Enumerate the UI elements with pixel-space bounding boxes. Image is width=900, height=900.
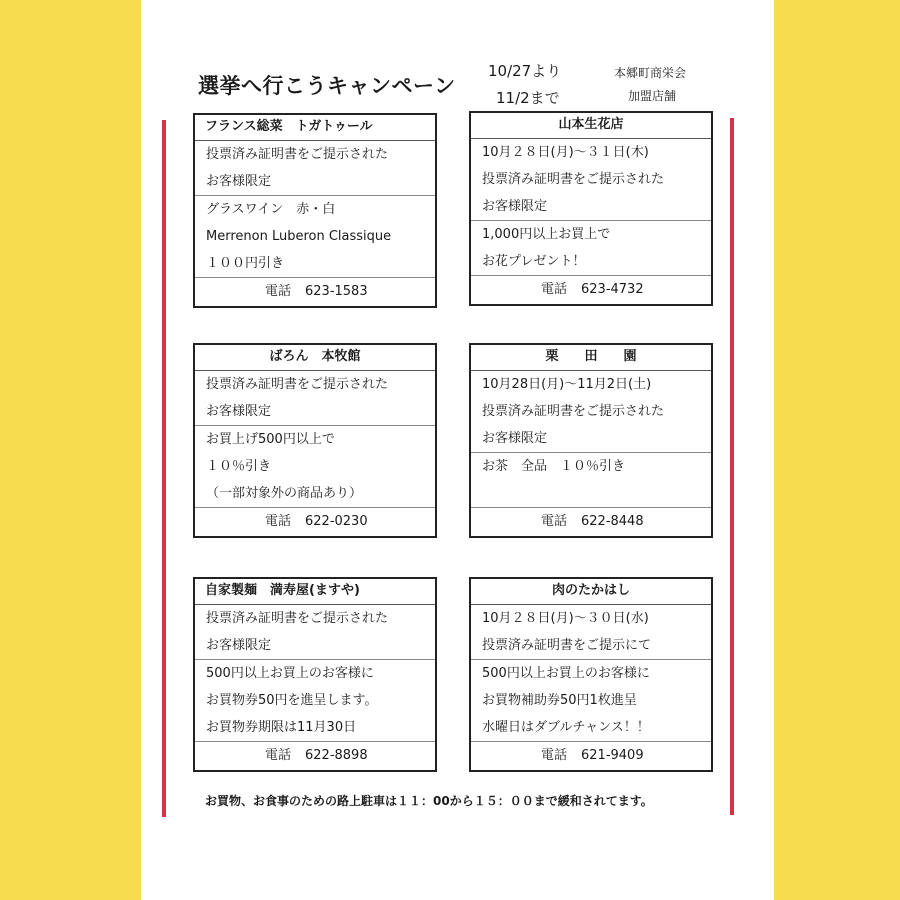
phone-label: 電話 [541, 748, 568, 763]
left-accent-line [162, 120, 166, 817]
offer-line-blank [471, 480, 711, 507]
offer-line: 投票済み証明書をご提示にて [482, 638, 652, 653]
offer-line: お客様限定 [482, 431, 548, 446]
campaign-period [488, 58, 561, 112]
campaign-title: 選挙へ行こうキャンペーン [198, 74, 456, 98]
parking-notice: お買物、お食事のための路上駐車は１１：00から１５：００まで緩和されてます。 [205, 794, 653, 808]
offer-line: １０％引き [206, 459, 272, 474]
offer-line: 500円以上お買上のお客様に [206, 666, 374, 681]
offer-conditions [195, 141, 435, 196]
offer-line: １００円引き [206, 256, 285, 271]
offer-line: お買物券50円を進呈します。 [206, 693, 378, 708]
offer-line: 1,000円以上お買上で [482, 227, 611, 242]
offer-conditions [195, 605, 435, 660]
offer-line: お客様限定 [206, 404, 272, 419]
shop-card-masuya [193, 577, 437, 772]
phone-number: 622-8898 [305, 748, 368, 763]
phone-label: 電話 [541, 282, 568, 297]
shop-name: 山本生花店 [471, 113, 711, 139]
offer-line: 投票済み証明書をご提示された [206, 147, 389, 162]
offer-line: 10月２８日(月)～３１日(木) [482, 145, 649, 160]
period-from: 10/27より [488, 62, 562, 80]
offer-line: お花プレゼント！ [482, 254, 586, 269]
offer-details [471, 453, 711, 508]
shop-phone [471, 742, 711, 770]
offer-line: 500円以上お買上のお客様に [482, 666, 650, 681]
offer-line: 10月２８日(月)～３０日(水) [482, 611, 649, 626]
offer-line: お買物券期限は11月30日 [206, 720, 357, 735]
phone-number: 623-1583 [305, 284, 368, 299]
period-to: 11/2まで [496, 89, 560, 107]
offer-line: お客様限定 [206, 174, 272, 189]
phone-number: 621-9409 [581, 748, 644, 763]
shop-phone [195, 508, 435, 536]
phone-number: 623-4732 [581, 282, 644, 297]
offer-line: グラスワイン 赤・白 [206, 202, 336, 217]
offer-details [195, 196, 435, 278]
offer-line: お買上げ500円以上で [206, 432, 335, 447]
shop-card-baron-honmokukan [193, 343, 437, 538]
shop-name: ばろん 本牧館 [195, 345, 435, 371]
phone-number: 622-8448 [581, 514, 644, 529]
offer-line: 10月28日(月)～11月2日(土) [482, 377, 652, 392]
offer-line: 投票済み証明書をご提示された [482, 172, 665, 187]
phone-label: 電話 [541, 514, 568, 529]
right-accent-line [730, 118, 734, 815]
offer-details [195, 426, 435, 508]
offer-details [471, 660, 711, 742]
offer-line: 投票済み証明書をご提示された [206, 611, 389, 626]
offer-line: お買物補助券50円1枚進呈 [482, 693, 637, 708]
shop-phone [471, 508, 711, 536]
shop-card-niku-no-takahashi [469, 577, 713, 772]
shop-card-yamamoto-florist [469, 111, 713, 306]
shop-phone [471, 276, 711, 304]
phone-label: 電話 [265, 514, 292, 529]
offer-line: お茶 全品 １０％引き [482, 459, 626, 474]
offer-line: 投票済み証明書をご提示された [482, 404, 665, 419]
phone-label: 電話 [265, 284, 292, 299]
offer-line: （一部対象外の商品あり） [206, 486, 363, 501]
shop-name: 自家製麺 満寿屋(ますや) [195, 579, 435, 605]
shop-phone [195, 742, 435, 770]
phone-number: 622-0230 [305, 514, 368, 529]
offer-line: お客様限定 [206, 638, 272, 653]
offer-conditions [195, 371, 435, 426]
offer-line: 投票済み証明書をご提示された [206, 377, 389, 392]
offer-details [195, 660, 435, 742]
shop-name: 栗 田 園 [471, 345, 711, 371]
offer-details [471, 221, 711, 276]
offer-conditions [471, 371, 711, 453]
organizer-name: 本郷町商栄会 [614, 66, 687, 80]
offer-line: Merrenon Luberon Classique [206, 229, 392, 244]
offer-line: お客様限定 [482, 199, 548, 214]
shop-name: 肉のたかはし [471, 579, 711, 605]
shop-phone [195, 278, 435, 306]
offer-conditions [471, 139, 711, 221]
shop-card-kurita-en [469, 343, 713, 538]
organizer-subtitle: 加盟店舗 [628, 89, 677, 103]
offer-conditions [471, 605, 711, 660]
offer-line: 水曜日はダブルチャンス！！ [482, 720, 650, 735]
shop-name: フランス総菜 トガトゥール [195, 115, 435, 141]
organizer [614, 62, 686, 108]
shop-card-togatour [193, 113, 437, 308]
phone-label: 電話 [265, 748, 292, 763]
